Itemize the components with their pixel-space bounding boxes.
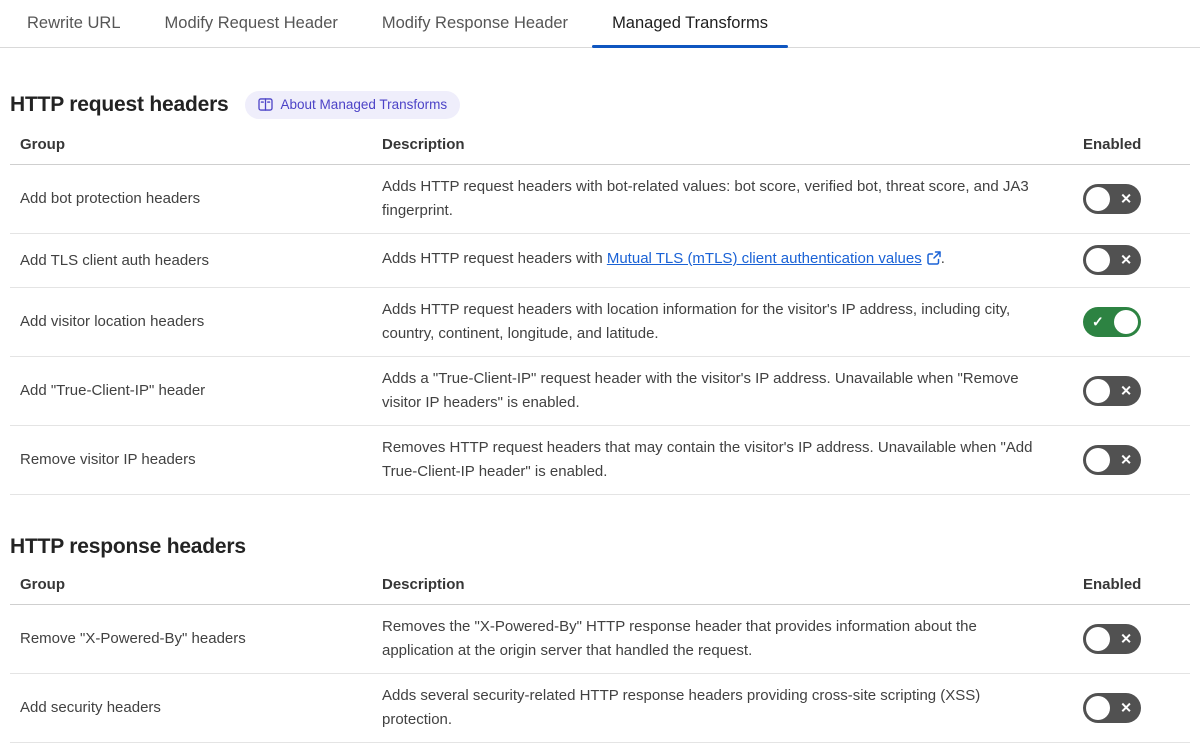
- toggle-add-visitor-location-headers[interactable]: [1083, 307, 1141, 337]
- cross-icon: ✕: [1120, 190, 1132, 207]
- check-icon: ✓: [1092, 313, 1104, 330]
- toggle-add-true-client-ip-header[interactable]: [1083, 376, 1141, 406]
- toggle-knob: [1086, 379, 1110, 403]
- toggle-knob: [1086, 448, 1110, 472]
- toggle-knob: [1114, 310, 1138, 334]
- row-group-label: Remove visitor IP headers: [20, 451, 196, 468]
- row-group-label: Add TLS client auth headers: [20, 251, 210, 269]
- toggle-remove-x-powered-by-headers[interactable]: [1083, 624, 1141, 654]
- about-managed-transforms-badge[interactable]: [245, 91, 461, 119]
- tab-rewrite-url[interactable]: Rewrite URL: [27, 14, 121, 32]
- table-row: [10, 674, 1190, 743]
- book-icon: [258, 98, 273, 111]
- response-section-header: [10, 535, 1190, 559]
- column-header-description: Description: [382, 135, 465, 153]
- row-description: [372, 247, 1083, 273]
- table-row: [10, 426, 1190, 495]
- toggle-add-tls-client-auth-headers[interactable]: [1083, 245, 1141, 275]
- response-table-header: [10, 571, 1190, 605]
- toggle-knob: [1086, 248, 1110, 272]
- column-header-group: Group: [20, 135, 65, 153]
- toggle-knob: [1086, 187, 1110, 211]
- toggle-remove-visitor-ip-headers[interactable]: [1083, 445, 1141, 475]
- description-text: .: [940, 250, 945, 267]
- cross-icon: ✕: [1120, 630, 1132, 647]
- tab-modify-response-header[interactable]: Modify Response Header: [381, 14, 569, 32]
- request-table-header: [10, 131, 1190, 165]
- toggle-knob: [1086, 696, 1110, 720]
- mtls-values-link[interactable]: Mutual TLS (mTLS) client authentication values: [606, 250, 922, 267]
- row-description: Adds several security-related HTTP response headers providing cross-site scripting (XSS) protection.: [382, 686, 981, 728]
- cross-icon: ✕: [1120, 699, 1132, 716]
- response-section-title: HTTP response headers: [10, 534, 246, 558]
- row-description: Adds HTTP request headers with bot-related values: bot score, verified bot, threat score, and JA3 fingerprint.: [382, 177, 1029, 219]
- tab-managed-transforms[interactable]: Managed Transforms: [590, 0, 790, 47]
- row-description: Adds a "True-Client-IP" request header with the visitor's IP address. Unavailable when "Remove visitor IP headers" is enabled.: [382, 369, 1019, 411]
- request-section-header: [10, 91, 1190, 119]
- page-content: [0, 91, 1200, 743]
- row-description: Adds HTTP request headers with location information for the visitor's IP address, including city, country, continent, longitude, and latitude.: [382, 300, 1011, 342]
- column-header-group: Group: [20, 575, 65, 593]
- cross-icon: ✕: [1120, 251, 1132, 268]
- toggle-add-security-headers[interactable]: [1083, 693, 1141, 723]
- tab-modify-request-header[interactable]: Modify Request Header: [164, 14, 338, 32]
- toggle-add-bot-protection-headers[interactable]: [1083, 184, 1141, 214]
- description-text: Adds HTTP request headers with: [382, 250, 607, 267]
- table-row: [10, 605, 1190, 674]
- row-description: Removes the "X-Powered-By" HTTP response header that provides information about the application at the origin server that handled the request.: [382, 617, 977, 659]
- toggle-knob: [1086, 627, 1110, 651]
- badge-label: About Managed Transforms: [280, 97, 448, 112]
- row-group-label: Add visitor location headers: [20, 313, 205, 330]
- row-group-label: Add bot protection headers: [20, 190, 201, 207]
- column-header-enabled: Enabled: [1083, 575, 1142, 593]
- table-row: [10, 357, 1190, 426]
- cross-icon: ✕: [1120, 382, 1132, 399]
- row-group-label: Add security headers: [20, 699, 161, 716]
- row-group-label: Add "True-Client-IP" header: [20, 382, 206, 399]
- column-header-enabled: Enabled: [1083, 135, 1142, 153]
- table-row: [10, 165, 1190, 234]
- row-description: Removes HTTP request headers that may contain the visitor's IP address. Unavailable when "Add True-Client-IP header" is enabled.: [382, 438, 1033, 480]
- request-section-title: HTTP request headers: [10, 92, 229, 116]
- column-header-description: Description: [382, 575, 465, 593]
- tab-bar: [0, 0, 1200, 48]
- table-row: [10, 234, 1190, 288]
- external-link-icon[interactable]: [927, 249, 941, 273]
- table-row: [10, 288, 1190, 357]
- row-group-label: Remove "X-Powered-By" headers: [20, 630, 246, 647]
- cross-icon: ✕: [1120, 451, 1132, 468]
